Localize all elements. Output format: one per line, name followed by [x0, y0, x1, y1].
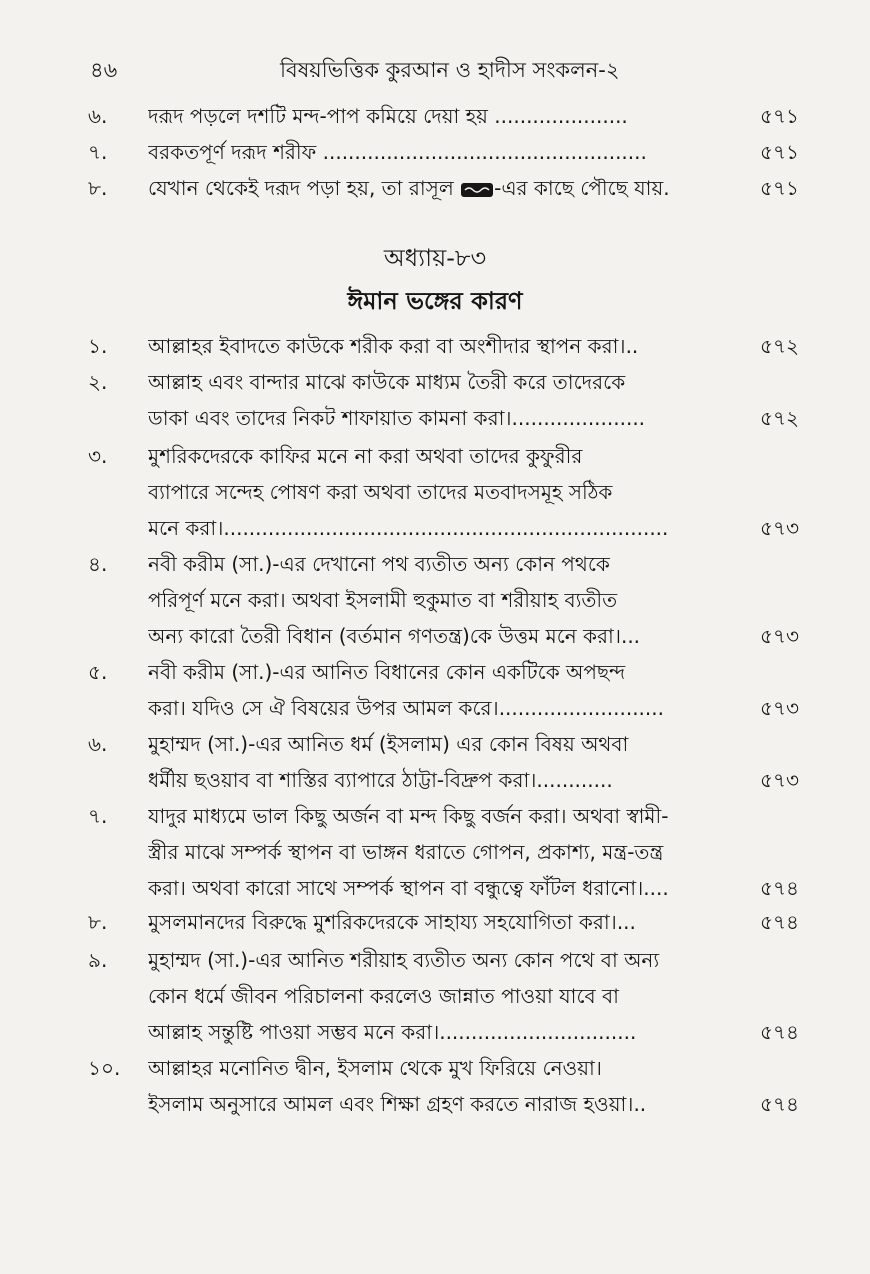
- running-title: বিষয়ভিত্তিক কুরআন ও হাদীস সংকলন-২: [280, 58, 620, 82]
- item-number: ৩.: [88, 444, 108, 468]
- item-number: ৯.: [88, 948, 108, 972]
- item-text-after-seal: -এর কাছে পৌছে যায়.: [494, 176, 670, 200]
- item-line: [148, 170, 693, 206]
- item-page: ৫৭১: [760, 104, 799, 128]
- item-page: ৫৭৪: [760, 910, 799, 934]
- item-page: ৫৭৪: [760, 1092, 799, 1116]
- salawat-seal-icon: [460, 181, 494, 199]
- item-number: ৪.: [88, 552, 108, 576]
- item-line: করা। যদিও সে ঐ বিষয়ের উপর আমল করে।..........................: [148, 696, 664, 720]
- item-page: ৫৭২: [760, 334, 799, 358]
- item-page: ৫৭২: [760, 406, 799, 430]
- item-text: [148, 328, 693, 364]
- item-number: ৬.: [88, 104, 108, 128]
- item-line: মুহাম্মদ (সা.)-এর আনিত ধর্ম (ইসলাম) এর কোন বিষয় অথবা: [148, 732, 629, 756]
- item-text: [148, 98, 693, 134]
- chapter-number: অধ্যায়-৮৩: [383, 244, 487, 272]
- item-line: ব্যাপারে সন্দেহ পোষণ করা অথবা তাদের মতবাদসমূহ সঠিক: [148, 480, 613, 504]
- item-line: পরিপূর্ণ মনে করা। অথবা ইসলামী হুকুমাত বা শরীয়াহ ব্যতীত: [148, 588, 618, 612]
- item-text: [148, 170, 693, 206]
- item-number: ৭.: [88, 140, 108, 164]
- item-line: আল্লাহর মনোনিত দ্বীন, ইসলাম থেকে মুখ ফিরিয়ে নেওয়া।: [148, 1056, 602, 1080]
- item-line: ধর্মীয় ছওয়াব বা শাস্তির ব্যাপারে ঠাট্টা-বিদ্রুপ করা।............: [148, 768, 613, 792]
- item-line: মুহাম্মদ (সা.)-এর আনিত শরীয়াহ ব্যতীত অন্য কোন পথে বা অন্য: [148, 948, 660, 972]
- item-text-before-seal: যেখান থেকেই দরূদ পড়া হয়, তা রাসূল: [148, 176, 461, 200]
- item-page: ৫৭৪: [760, 876, 799, 900]
- item-line: ইসলাম অনুসারে আমল এবং শিক্ষা গ্রহণ করতে নারাজ হওয়া।..: [148, 1092, 647, 1116]
- item-text: [148, 726, 693, 798]
- item-number: ৮.: [88, 910, 108, 934]
- item-page: ৫৭৩: [760, 516, 799, 540]
- item-page: ৫৭৩: [760, 624, 799, 648]
- item-text: [148, 1050, 693, 1122]
- item-line: স্ত্রীর মাঝে সম্পর্ক স্থাপন বা ভাঙ্গন ধরাতে গোপন, প্রকাশ্য, মন্ত্র-তন্ত্র: [148, 840, 664, 864]
- item-line: কোন ধর্মে জীবন পরিচালনা করলেও জান্নাত পাওয়া যাবে বা: [148, 984, 619, 1008]
- item-line: আল্লাহর ইবাদতে কাউকে শরীক করা বা অংশীদার স্থাপন করা।..: [148, 334, 639, 358]
- item-page: ৫৭৪: [760, 1020, 799, 1044]
- item-line: মুসলমানদের বিরুদ্ধে মুশরিকদেরকে সাহায্য সহযোগিতা করা।...: [148, 910, 636, 934]
- item-line: করা। অথবা কারো সাথে সম্পর্ক স্থাপন বা বন্ধুত্বে ফাঁটল ধরানো।....: [148, 876, 669, 900]
- item-line: দরূদ পড়লে দশটি মন্দ-পাপ কমিয়ে দেয়া হয় .....................: [148, 104, 628, 128]
- item-line: মনে করা।......................................................................: [148, 516, 669, 540]
- chapter-title: ঈমান ভঙ্গের কারণ: [347, 287, 523, 315]
- item-text: [148, 134, 693, 170]
- item-text: [148, 798, 693, 906]
- item-page: ৫৭১: [760, 176, 799, 200]
- item-line: অন্য কারো তৈরী বিধান (বর্তমান গণতন্ত্র)কে উত্তম মনে করা।...: [148, 624, 641, 648]
- item-line: মুশরিকদেরকে কাফির মনে না করা অথবা তাদের কুফুরীর: [148, 444, 583, 468]
- item-line: যাদুর মাধ্যমে ভাল কিছু অর্জন বা মন্দ কিছু বর্জন করা। অথবা স্বামী-: [148, 804, 669, 828]
- item-number: ৫.: [88, 660, 108, 684]
- item-page: ৫৭১: [760, 140, 799, 164]
- item-page: ৫৭৩: [760, 696, 799, 720]
- item-text: [148, 904, 693, 940]
- item-text: [148, 438, 693, 546]
- item-page: ৫৭৩: [760, 768, 799, 792]
- item-line: নবী করীম (সা.)-এর আনিত বিধানের কোন একটিকে অপছন্দ: [148, 660, 626, 684]
- page-header: [90, 50, 810, 90]
- item-number: ৮.: [88, 176, 108, 200]
- item-number: ১০.: [88, 1056, 121, 1080]
- item-text: [148, 364, 693, 436]
- item-text: [148, 654, 693, 726]
- item-number: ৭.: [88, 804, 108, 828]
- item-text: [148, 942, 693, 1050]
- item-line: আল্লাহ এবং বান্দার মাঝে কাউকে মাধ্যম তৈরী করে তাদেরকে: [148, 370, 626, 394]
- item-line: বরকতপূর্ণ দরূদ শরীফ ...................................................: [148, 140, 647, 164]
- item-line: আল্লাহ সন্তুষ্টি পাওয়া সম্ভব মনে করা।...............................: [148, 1020, 637, 1044]
- item-line: ডাকা এবং তাদের নিকট শাফায়াত কামনা করা।.....................: [148, 406, 646, 430]
- item-number: ২.: [88, 370, 108, 394]
- item-text: [148, 546, 693, 654]
- item-line: নবী করীম (সা.)-এর দেখানো পথ ব্যতীত অন্য কোন পথকে: [148, 552, 610, 576]
- item-number: ৬.: [88, 732, 108, 756]
- item-number: ১.: [88, 334, 108, 358]
- page-number: ৪৬: [90, 58, 118, 82]
